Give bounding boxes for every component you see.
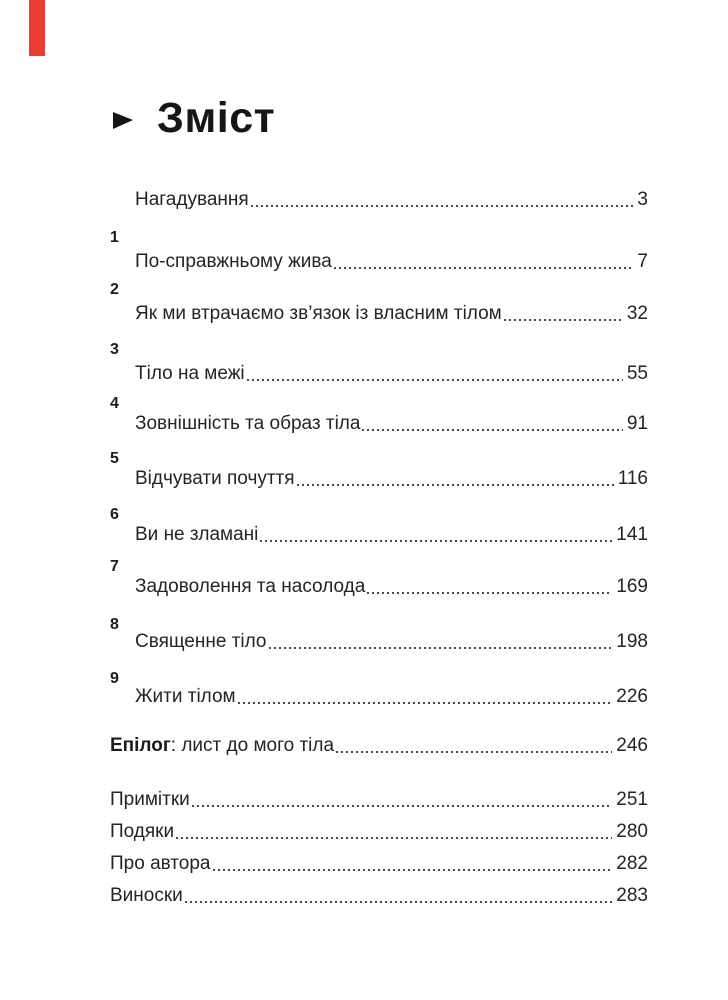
chapter-number: 3 [110, 341, 119, 358]
toc-item[interactable] [135, 189, 648, 211]
chapter-number: 2 [110, 281, 119, 298]
chapter-number: 4 [110, 395, 119, 412]
toc-item[interactable] [135, 686, 648, 708]
chapter-number: 1 [110, 229, 119, 246]
toc-item-label: Нагадування [135, 189, 249, 210]
chapter-number: 6 [110, 506, 119, 523]
chapter-number: 7 [110, 558, 119, 575]
toc-item[interactable] [135, 468, 648, 490]
toc-item[interactable] [110, 885, 648, 907]
toc-item-page: 282 [616, 853, 648, 874]
chapter-number: 5 [110, 450, 119, 467]
dot-leader [251, 189, 634, 211]
toc-item-label: Як ми втрачаємо зв’язок із власним тілом [135, 303, 502, 324]
toc-item-label: Тіло на межі [135, 363, 245, 384]
dot-leader [367, 576, 612, 598]
toc-item-label: Зовнішність та образ тіла [135, 413, 361, 434]
dot-leader [185, 885, 613, 907]
chapter-number: 9 [110, 670, 119, 687]
dot-leader [213, 853, 613, 875]
toc-item[interactable] [135, 251, 648, 273]
toc-item-label: Священне тіло [135, 631, 267, 652]
dot-leader [238, 686, 613, 708]
toc-item-label: Примітки [110, 789, 190, 810]
toc-item-label: Жити тілом [135, 686, 236, 707]
toc-item-label: Виноски [110, 885, 183, 906]
toc-item-page: 7 [637, 251, 648, 272]
toc-item-label: Про автора [110, 853, 211, 874]
toc-item-page: 283 [616, 885, 648, 906]
toc-item-page: 226 [616, 686, 648, 707]
right-triangle-icon [113, 112, 133, 129]
page-title: Зміст [157, 94, 276, 142]
toc-item-page: 116 [617, 468, 648, 489]
toc-item-label: : лист до мого тіла [170, 735, 335, 756]
toc-item-label: По-справжньому жива [135, 251, 332, 272]
dot-leader [297, 468, 614, 490]
toc-item-page: 169 [616, 576, 648, 597]
bookmark-ribbon[interactable] [29, 0, 45, 56]
toc-item-label: Подяки [110, 821, 175, 842]
dot-leader [269, 631, 613, 653]
toc-item-page: 55 [626, 363, 648, 384]
toc-item[interactable] [135, 631, 648, 653]
dot-leader [334, 251, 634, 273]
toc-item-page: 91 [626, 413, 648, 434]
chapter-number: 8 [110, 616, 119, 633]
dot-leader [260, 524, 612, 546]
toc-item-page: 251 [616, 789, 648, 810]
toc-item-page: 246 [616, 735, 648, 756]
toc-item-label: Ви не зламані [135, 524, 259, 545]
toc-item-page: 3 [637, 189, 648, 210]
dot-leader [247, 363, 623, 385]
toc-item[interactable] [110, 789, 648, 811]
toc-item-label: Задоволення та насолода [135, 576, 366, 597]
toc-item-label-bold: Епілог [110, 735, 171, 756]
dot-leader [504, 303, 623, 325]
toc-item[interactable] [135, 413, 648, 435]
toc-item-epilog[interactable] [110, 735, 648, 757]
toc-item-page: 280 [616, 821, 648, 842]
toc-item[interactable] [110, 821, 648, 843]
toc-item[interactable] [135, 524, 648, 546]
dot-leader [336, 735, 612, 757]
toc-item[interactable] [110, 853, 648, 875]
toc-item[interactable] [135, 576, 648, 598]
toc-item-page: 32 [626, 303, 648, 324]
dot-leader [176, 821, 612, 843]
toc-item-label: Відчувати почуття [135, 468, 295, 489]
toc-item-page: 198 [616, 631, 648, 652]
toc-item[interactable] [135, 303, 648, 325]
toc-item-page: 141 [616, 524, 648, 545]
dot-leader [192, 789, 613, 811]
dot-leader [362, 413, 622, 435]
toc-item[interactable] [135, 363, 648, 385]
